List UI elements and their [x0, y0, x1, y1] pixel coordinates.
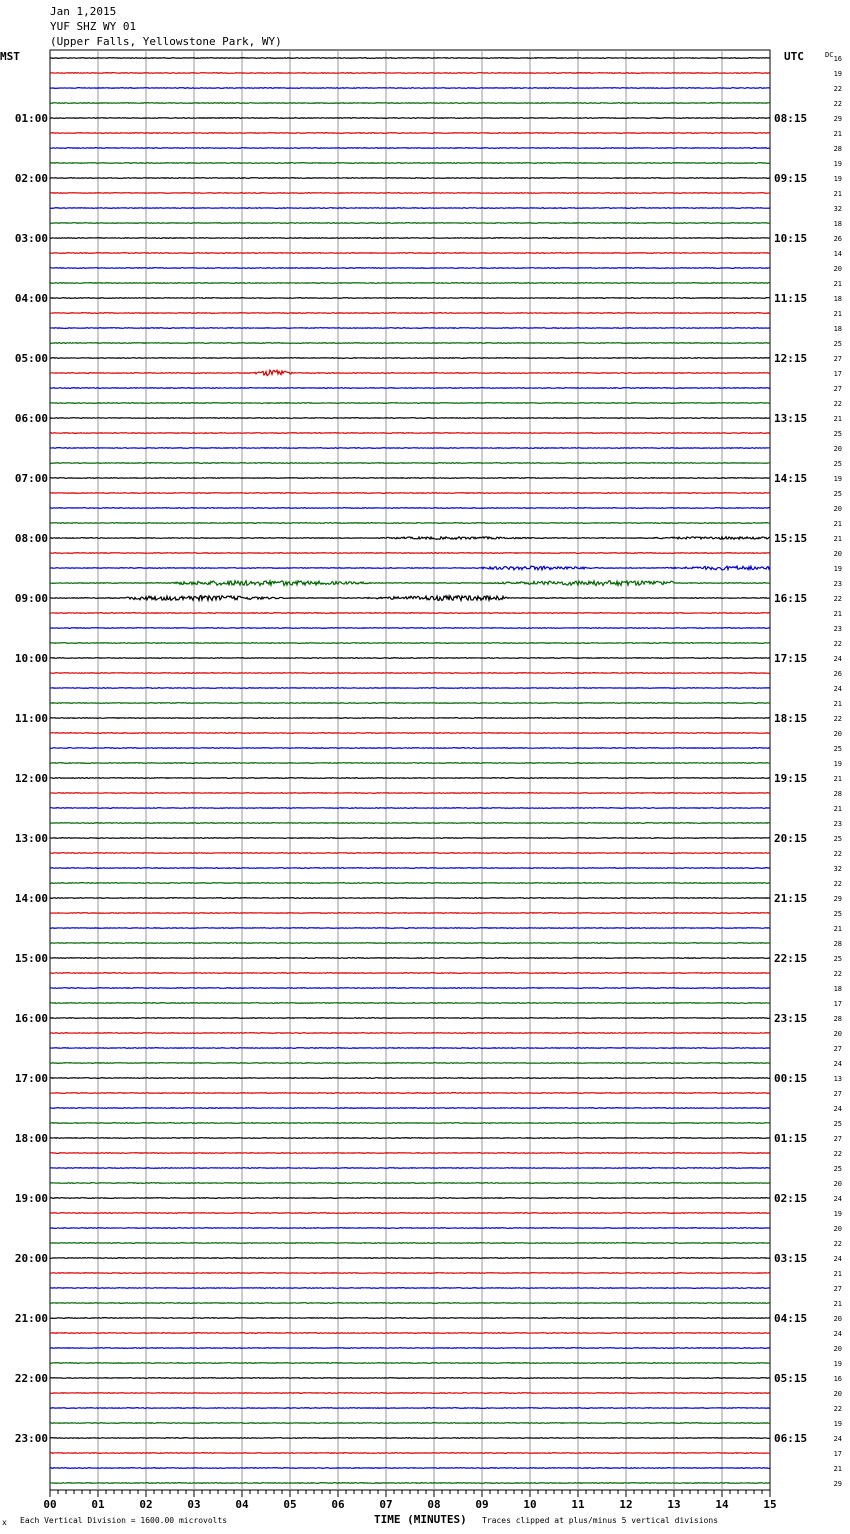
dc-offset-label: 21: [833, 925, 842, 933]
trace-22: [50, 388, 770, 389]
dc-offset-label: 25: [833, 460, 842, 468]
trace-75: [50, 1183, 770, 1184]
dc-offset-label: 24: [833, 1195, 842, 1203]
dc-offset-label: 25: [833, 430, 842, 438]
trace-23: [50, 403, 770, 404]
trace-87: [50, 1363, 770, 1364]
hour-label-left: 22:00: [14, 1372, 48, 1385]
dc-offset-label: 29: [833, 1480, 842, 1488]
dc-offset-label: 28: [833, 940, 842, 948]
trace-7: [50, 163, 770, 164]
dc-offset-label: 27: [833, 1090, 842, 1098]
hour-label-right: 20:15: [774, 832, 808, 845]
hour-label-left: 23:00: [14, 1432, 48, 1445]
dc-offset-label: 20: [833, 1345, 842, 1353]
hour-label-left: 18:00: [14, 1132, 48, 1145]
trace-15: [50, 283, 770, 284]
hour-label-right: 00:15: [774, 1072, 808, 1085]
dc-offset-label: 17: [833, 370, 842, 378]
trace-34: [50, 566, 770, 570]
trace-50: [50, 808, 770, 809]
trace-46: [50, 748, 770, 749]
trace-10: [50, 208, 770, 209]
hour-label-left: 13:00: [14, 832, 48, 845]
dc-offset-label: 28: [833, 790, 842, 798]
trace-78: [50, 1228, 770, 1229]
trace-13: [50, 253, 770, 254]
dc-offset-label: 13: [833, 1075, 842, 1083]
x-tick-label: 09: [475, 1498, 489, 1511]
trace-5: [50, 133, 770, 134]
trace-40: [50, 658, 770, 659]
trace-83: [50, 1303, 770, 1304]
trace-94: [50, 1468, 770, 1469]
dc-offset-label: 22: [833, 1240, 842, 1248]
trace-16: [50, 298, 770, 299]
dc-offset-label: 19: [833, 1420, 842, 1428]
dc-offset-label: 22: [833, 85, 842, 93]
dc-offset-label: 20: [833, 505, 842, 513]
dc-offset-label: 24: [833, 1105, 842, 1113]
trace-73: [50, 1153, 770, 1154]
hour-label-left: 01:00: [14, 112, 48, 125]
dc-offset-label: 20: [833, 445, 842, 453]
hour-label-right: 09:15: [774, 172, 808, 185]
trace-51: [50, 823, 770, 824]
dc-offset-label: 22: [833, 970, 842, 978]
x-tick-label: 11: [571, 1498, 585, 1511]
hour-label-left: 17:00: [14, 1072, 48, 1085]
dc-offset-label: 22: [833, 715, 842, 723]
x-tick-label: 05: [283, 1498, 297, 1511]
trace-14: [50, 268, 770, 269]
hour-label-left: 05:00: [14, 352, 48, 365]
hour-label-right: 18:15: [774, 712, 808, 725]
dc-offset-label: 27: [833, 1135, 842, 1143]
dc-offset-label: 19: [833, 175, 842, 183]
hour-label-right: 08:15: [774, 112, 808, 125]
trace-45: [50, 733, 770, 734]
trace-88: [50, 1378, 770, 1379]
dc-offset-label: 21: [833, 520, 842, 528]
header-date: Jan 1,2015: [50, 5, 117, 18]
dc-offset-label: 19: [833, 1210, 842, 1218]
x-tick-label: 00: [43, 1498, 57, 1511]
dc-offset-label: 24: [833, 655, 842, 663]
trace-70: [50, 1108, 770, 1109]
header-location: (Upper Falls, Yellowstone Park, WY): [50, 35, 282, 48]
hour-label-right: 10:15: [774, 232, 808, 245]
trace-38: [50, 628, 770, 629]
dc-offset-label: 21: [833, 130, 842, 138]
trace-77: [50, 1213, 770, 1214]
hour-label-left: 15:00: [14, 952, 48, 965]
dc-offset-label: 20: [833, 550, 842, 558]
dc-offset-label: 19: [833, 1360, 842, 1368]
dc-offset-label: 21: [833, 805, 842, 813]
dc-offset-label: 25: [833, 340, 842, 348]
dc-offset-label: 28: [833, 145, 842, 153]
hour-label-left: 11:00: [14, 712, 48, 725]
trace-66: [50, 1048, 770, 1049]
dc-offset-label: 21: [833, 1465, 842, 1473]
trace-93: [50, 1453, 770, 1454]
hour-label-left: 16:00: [14, 1012, 48, 1025]
trace-9: [50, 193, 770, 194]
trace-84: [50, 1318, 770, 1319]
trace-11: [50, 223, 770, 224]
trace-42: [50, 688, 770, 689]
trace-48: [50, 778, 770, 779]
dc-offset-label: 22: [833, 640, 842, 648]
trace-92: [50, 1438, 770, 1439]
dc-offset-label: 19: [833, 70, 842, 78]
dc-offset-label: 29: [833, 115, 842, 123]
hour-label-left: 20:00: [14, 1252, 48, 1265]
x-tick-label: 13: [667, 1498, 681, 1511]
trace-91: [50, 1423, 770, 1424]
dc-offset-label: 22: [833, 880, 842, 888]
dc-offset-label: 25: [833, 490, 842, 498]
trace-24: [50, 418, 770, 419]
hour-label-left: 07:00: [14, 472, 48, 485]
x-tick-label: 07: [379, 1498, 393, 1511]
trace-30: [50, 508, 770, 509]
trace-89: [50, 1393, 770, 1394]
dc-offset-label: 22: [833, 100, 842, 108]
trace-53: [50, 853, 770, 854]
trace-1: [50, 73, 770, 74]
plot-frame: [50, 50, 770, 1490]
dc-offset-label: 25: [833, 955, 842, 963]
hour-label-right: 22:15: [774, 952, 808, 965]
dc-offset-label: 18: [833, 985, 842, 993]
trace-69: [50, 1093, 770, 1094]
hour-label-right: 06:15: [774, 1432, 808, 1445]
dc-offset-label: 21: [833, 415, 842, 423]
hour-label-left: 06:00: [14, 412, 48, 425]
header-station: YUF SHZ WY 01: [50, 20, 137, 33]
trace-57: [50, 913, 770, 914]
hour-label-left: 14:00: [14, 892, 48, 905]
trace-52: [50, 838, 770, 839]
trace-49: [50, 793, 770, 794]
dc-offset-label: 27: [833, 1045, 842, 1053]
dc-offset-label: 16: [833, 1375, 842, 1383]
trace-43: [50, 703, 770, 704]
dc-offset-label: 21: [833, 280, 842, 288]
hour-label-left: 02:00: [14, 172, 48, 185]
dc-offset-label: 24: [833, 1255, 842, 1263]
trace-72: [50, 1138, 770, 1139]
x-tick-label: 04: [235, 1498, 249, 1511]
trace-19: [50, 343, 770, 344]
dc-offset-label: 23: [833, 625, 842, 633]
dc-offset-label: 25: [833, 835, 842, 843]
trace-60: [50, 958, 770, 959]
dc-offset-label: 14: [833, 250, 842, 258]
hour-label-right: 04:15: [774, 1312, 808, 1325]
hour-label-right: 16:15: [774, 592, 808, 605]
dc-offset-label: 18: [833, 295, 842, 303]
trace-20: [50, 358, 770, 359]
x-tick-label: 02: [139, 1498, 153, 1511]
trace-65: [50, 1033, 770, 1034]
trace-81: [50, 1273, 770, 1274]
dc-offset-label: 27: [833, 1285, 842, 1293]
dc-offset-label: 21: [833, 535, 842, 543]
trace-33: [50, 553, 770, 554]
dc-offset-label: 25: [833, 745, 842, 753]
dc-offset-label: 27: [833, 355, 842, 363]
hour-label-right: 17:15: [774, 652, 808, 665]
trace-71: [50, 1123, 770, 1124]
dc-offset-label: 21: [833, 775, 842, 783]
dc-offset-label: 22: [833, 400, 842, 408]
trace-41: [50, 673, 770, 674]
dc-offset-label: 17: [833, 1450, 842, 1458]
trace-12: [50, 238, 770, 239]
trace-2: [50, 88, 770, 89]
trace-80: [50, 1258, 770, 1259]
dc-offset-label: 20: [833, 1315, 842, 1323]
dc-offset-label: 26: [833, 235, 842, 243]
dc-offset-label: 19: [833, 160, 842, 168]
trace-59: [50, 943, 770, 944]
hour-label-left: 12:00: [14, 772, 48, 785]
hour-label-right: 02:15: [774, 1192, 808, 1205]
trace-58: [50, 928, 770, 929]
x-tick-label: 15: [763, 1498, 777, 1511]
trace-85: [50, 1333, 770, 1334]
hour-label-left: 04:00: [14, 292, 48, 305]
trace-29: [50, 493, 770, 494]
trace-39: [50, 643, 770, 644]
dc-offset-label: 20: [833, 1180, 842, 1188]
trace-17: [50, 313, 770, 314]
dc-offset-label: 17: [833, 1000, 842, 1008]
trace-0: [50, 58, 770, 59]
trace-74: [50, 1168, 770, 1169]
scale-note: Each Vertical Division = 1600.00 microvolts: [20, 1516, 228, 1525]
dc-offset-label: 18: [833, 220, 842, 228]
scale-prefix: x: [2, 1518, 7, 1527]
dc-offset-label: 20: [833, 1225, 842, 1233]
dc-offset-label: 23: [833, 820, 842, 828]
trace-28: [50, 478, 770, 479]
trace-6: [50, 148, 770, 149]
trace-47: [50, 763, 770, 764]
dc-offset-label: 26: [833, 670, 842, 678]
dc-offset-label: 21: [833, 700, 842, 708]
trace-86: [50, 1348, 770, 1349]
trace-64: [50, 1018, 770, 1019]
dc-offset-label: 32: [833, 865, 842, 873]
x-tick-label: 08: [427, 1498, 441, 1511]
dc-offset-label: 27: [833, 385, 842, 393]
trace-76: [50, 1198, 770, 1199]
hour-label-right: 11:15: [774, 292, 808, 305]
trace-79: [50, 1243, 770, 1244]
hour-label-left: 19:00: [14, 1192, 48, 1205]
trace-21: [50, 370, 770, 375]
trace-25: [50, 433, 770, 434]
dc-offset-label: 20: [833, 1390, 842, 1398]
dc-offset-label: 22: [833, 1150, 842, 1158]
trace-55: [50, 883, 770, 884]
dc-offset-label: 21: [833, 1300, 842, 1308]
dc-offset-label: 20: [833, 1030, 842, 1038]
hour-label-right: 21:15: [774, 892, 808, 905]
dc-offset-label: 24: [833, 1330, 842, 1338]
x-tick-label: 01: [91, 1498, 105, 1511]
hour-label-right: 15:15: [774, 532, 808, 545]
trace-37: [50, 613, 770, 614]
trace-4: [50, 118, 770, 119]
dc-offset-label: 25: [833, 1120, 842, 1128]
x-tick-label: 14: [715, 1498, 729, 1511]
trace-18: [50, 328, 770, 329]
hour-label-right: 01:15: [774, 1132, 808, 1145]
dc-offset-label: 18: [833, 325, 842, 333]
trace-63: [50, 1003, 770, 1004]
trace-56: [50, 898, 770, 899]
right-timezone: UTC: [784, 50, 804, 63]
dc-offset-label: 20: [833, 265, 842, 273]
trace-35: [50, 581, 770, 586]
trace-62: [50, 988, 770, 989]
trace-8: [50, 178, 770, 179]
trace-31: [50, 523, 770, 524]
dc-offset-label: 22: [833, 1405, 842, 1413]
hour-label-left: 09:00: [14, 592, 48, 605]
trace-95: [50, 1483, 770, 1484]
dc-offset-label: 16: [833, 55, 842, 63]
dc-offset-label: 22: [833, 595, 842, 603]
dc-offset-label: 29: [833, 895, 842, 903]
trace-90: [50, 1408, 770, 1409]
dc-offset-label: 23: [833, 580, 842, 588]
dc-offset-label: 24: [833, 1435, 842, 1443]
hour-label-right: 19:15: [774, 772, 808, 785]
hour-label-left: 03:00: [14, 232, 48, 245]
x-tick-label: 10: [523, 1498, 537, 1511]
trace-32: [50, 537, 770, 540]
trace-54: [50, 868, 770, 869]
dc-offset-label: 21: [833, 1270, 842, 1278]
hour-label-left: 10:00: [14, 652, 48, 665]
dc-offset-label: 19: [833, 565, 842, 573]
trace-67: [50, 1063, 770, 1064]
hour-label-right: 12:15: [774, 352, 808, 365]
trace-36: [50, 595, 770, 600]
dc-header-label: DC: [825, 51, 834, 59]
dc-offset-label: 24: [833, 1060, 842, 1068]
dc-offset-label: 24: [833, 685, 842, 693]
dc-offset-label: 32: [833, 205, 842, 213]
trace-61: [50, 973, 770, 974]
dc-offset-label: 25: [833, 910, 842, 918]
hour-label-right: 23:15: [774, 1012, 808, 1025]
dc-offset-label: 19: [833, 475, 842, 483]
dc-offset-label: 28: [833, 1015, 842, 1023]
x-tick-label: 06: [331, 1498, 345, 1511]
trace-44: [50, 718, 770, 719]
hour-label-right: 03:15: [774, 1252, 808, 1265]
hour-label-right: 05:15: [774, 1372, 808, 1385]
x-tick-label: 12: [619, 1498, 633, 1511]
hour-label-left: 08:00: [14, 532, 48, 545]
trace-68: [50, 1078, 770, 1079]
hour-label-right: 14:15: [774, 472, 808, 485]
dc-offset-label: 21: [833, 190, 842, 198]
trace-27: [50, 463, 770, 464]
trace-82: [50, 1288, 770, 1289]
hour-label-left: 21:00: [14, 1312, 48, 1325]
trace-26: [50, 448, 770, 449]
x-axis-label: TIME (MINUTES): [374, 1513, 467, 1526]
dc-offset-label: 25: [833, 1165, 842, 1173]
dc-offset-label: 21: [833, 610, 842, 618]
dc-offset-label: 19: [833, 760, 842, 768]
x-tick-label: 03: [187, 1498, 201, 1511]
dc-offset-label: 22: [833, 850, 842, 858]
trace-3: [50, 103, 770, 104]
dc-offset-label: 20: [833, 730, 842, 738]
clip-note: Traces clipped at plus/minus 5 vertical divisions: [482, 1516, 719, 1525]
dc-offset-label: 21: [833, 310, 842, 318]
hour-label-right: 13:15: [774, 412, 808, 425]
left-timezone: MST: [0, 50, 20, 63]
